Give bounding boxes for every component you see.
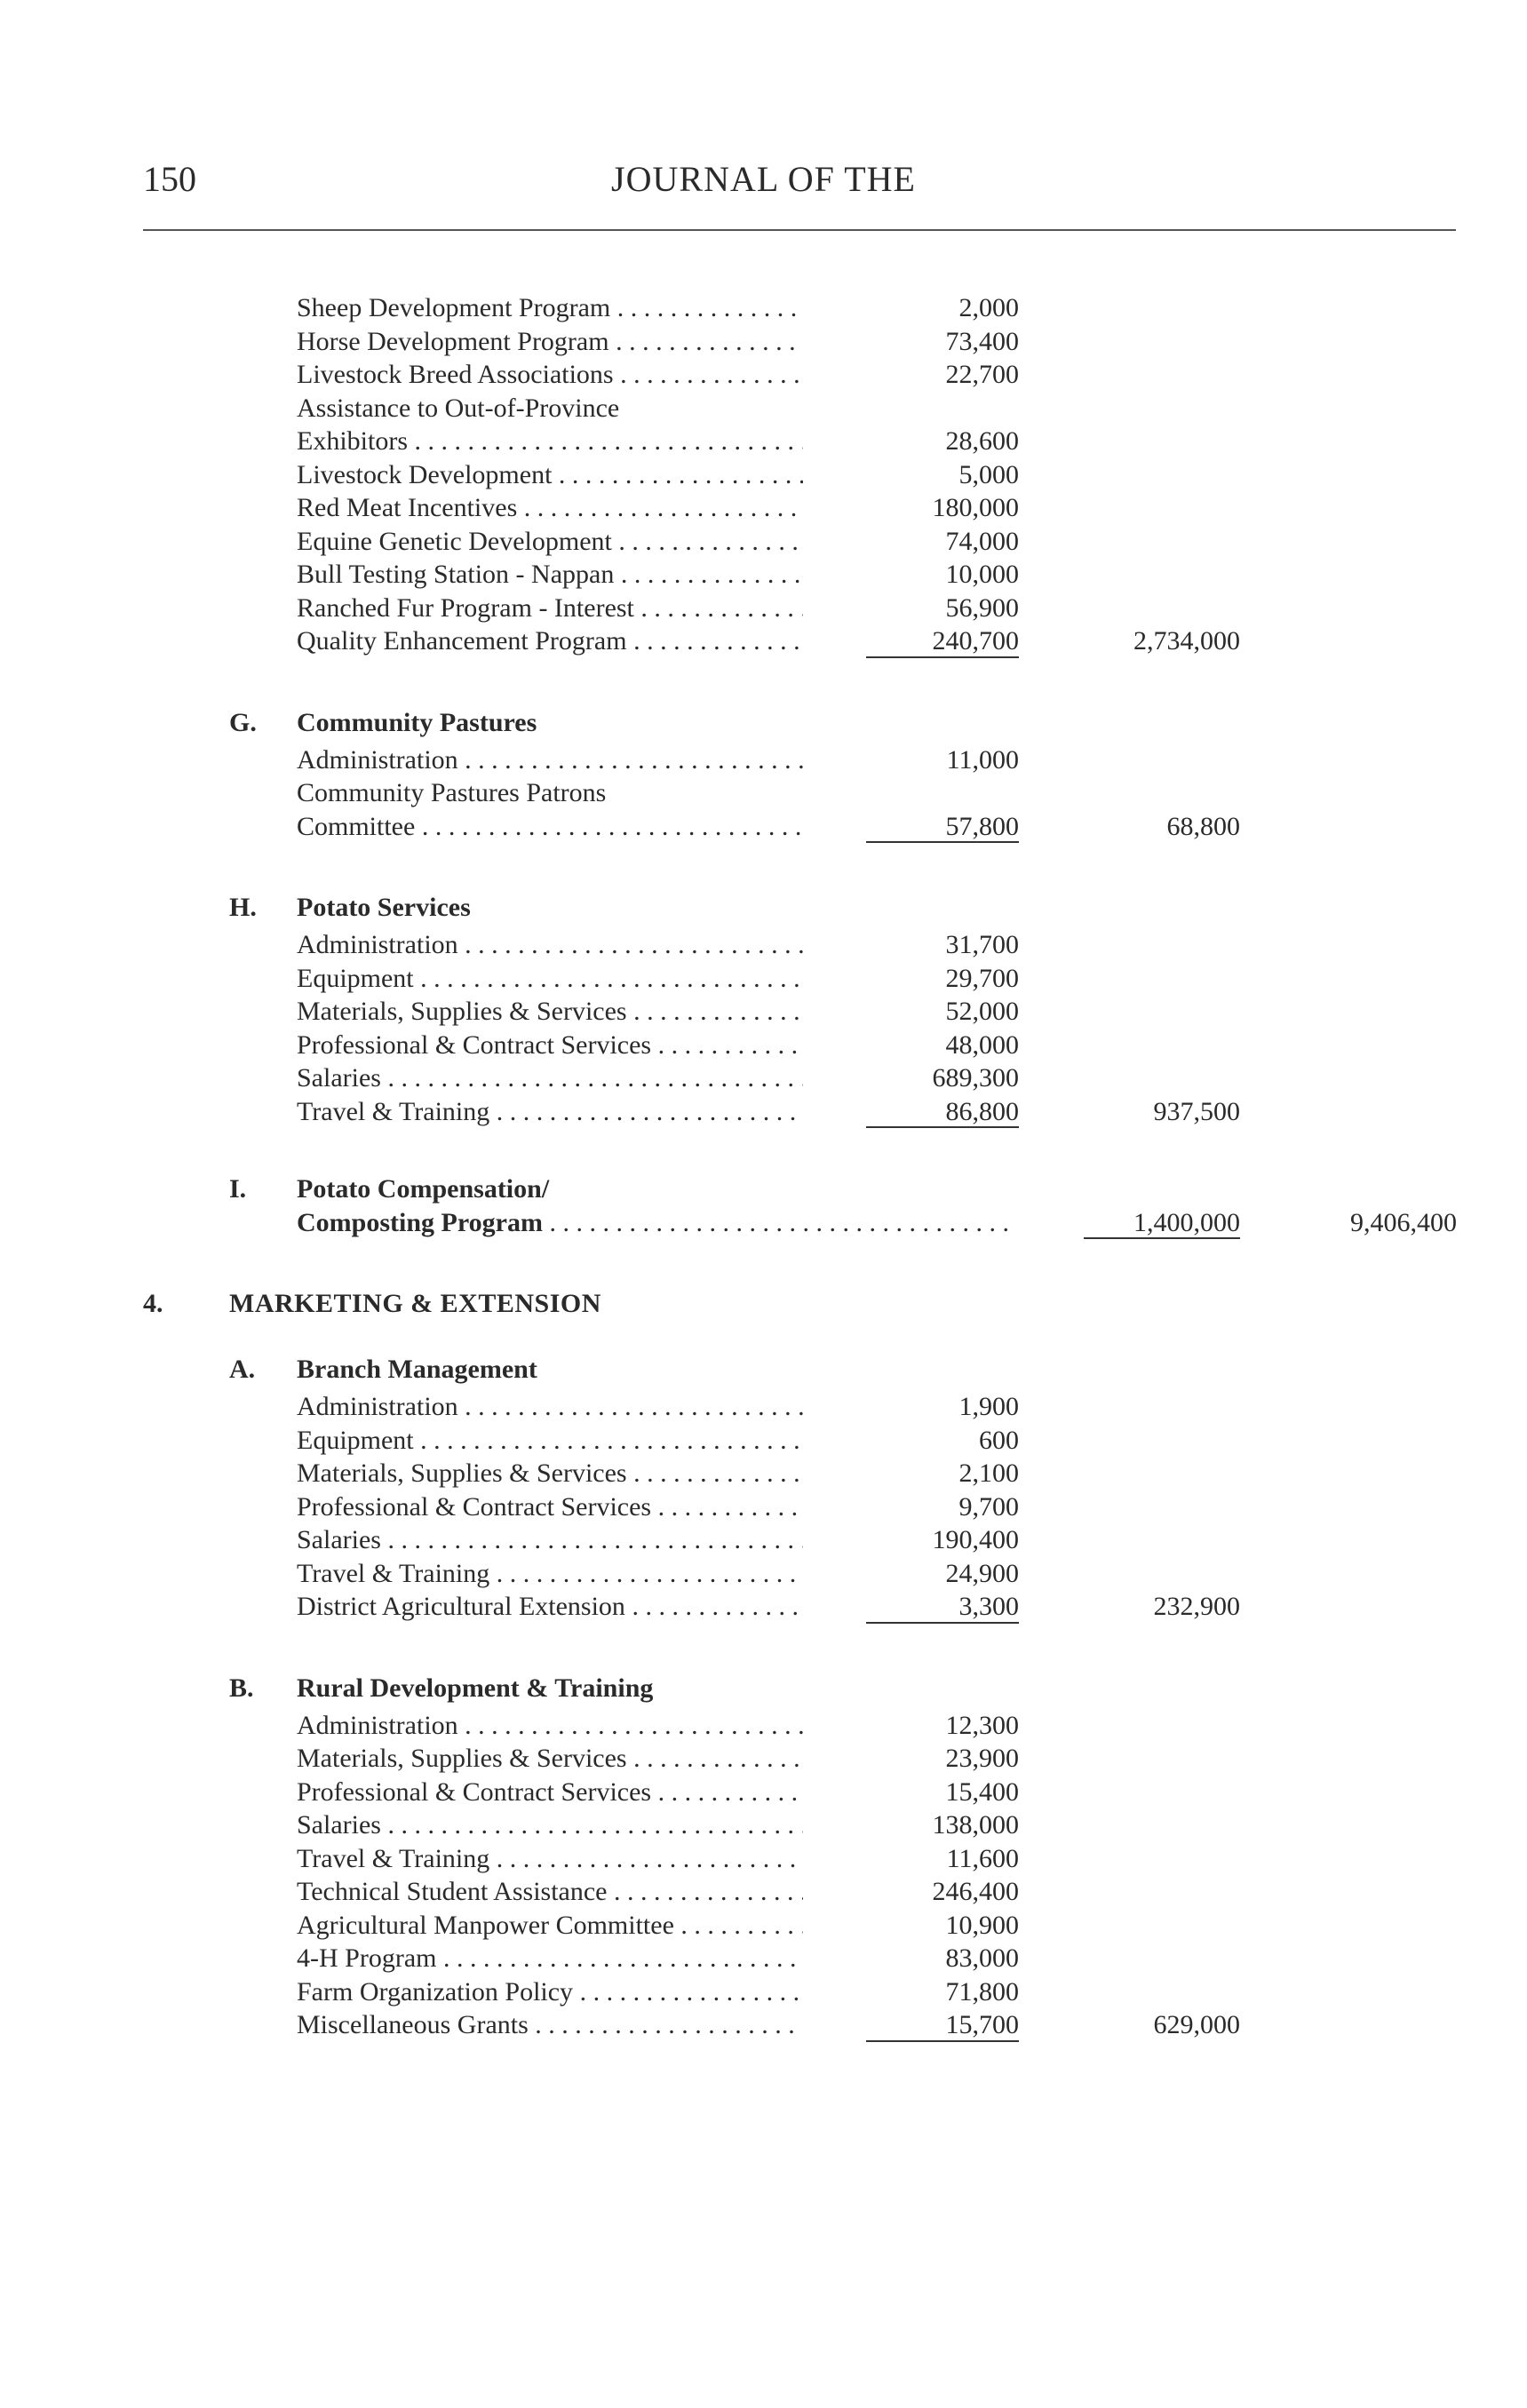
subtotal: 232,900: [1153, 1592, 1240, 1621]
budget-content: [0, 291, 1527, 2042]
page-number: 150: [143, 159, 196, 199]
list-item: Salaries . . . 138,000: [0, 1808, 1527, 1842]
list-item: 4-H Program . . . 83,000: [0, 1942, 1527, 1975]
subtotal: 629,000: [1153, 2010, 1240, 2039]
list-item: Ranched Fur Program - Interest . . . 56,900: [0, 592, 1527, 625]
list-item: Professional & Contract Services . . . 15,400: [0, 1776, 1527, 1809]
page-header: [0, 158, 1527, 203]
list-item: Horse Development Program . . . 73,400: [0, 325, 1527, 359]
list-item: Travel & Training . . . 11,600: [0, 1842, 1527, 1876]
list-item: Assistance to Out-of-Province: [297, 393, 620, 423]
list-item: Quality Enhancement Program . . . 240,700 2,734,000: [0, 624, 1527, 658]
list-item: Agricultural Manpower Committee . . . 10,900: [0, 1909, 1527, 1943]
section-g-heading: G. Community Pastures: [229, 707, 537, 737]
list-item: Community Pastures Patrons: [297, 778, 607, 807]
subtotal: 68,800: [1166, 811, 1240, 841]
list-item: Equine Genetic Development . . . 74,000: [0, 525, 1527, 559]
grand-total: 9,406,400: [1350, 1207, 1457, 1237]
list-item: Farm Organization Policy . . . 71,800: [0, 1975, 1527, 2009]
list-item: Salaries . . . 190,400: [0, 1523, 1527, 1557]
subtotal: 2,734,000: [1133, 626, 1240, 656]
section-a-heading: A. Branch Management: [229, 1355, 537, 1384]
list-item: Exhibitors . . . 28,600: [0, 425, 1527, 458]
list-item: Equipment . . . 29,700: [0, 962, 1527, 996]
list-item: Travel & Training . . . 86,800 937,500: [0, 1095, 1527, 1129]
subtotal: 937,500: [1153, 1096, 1240, 1126]
section-i-heading: I. Potato Compensation/: [229, 1174, 550, 1204]
list-item: Materials, Supplies & Services . . . 2,100: [0, 1457, 1527, 1490]
major-section-heading: 4. MARKETING & EXTENSION: [143, 1289, 601, 1318]
section-b-heading: B. Rural Development & Training: [229, 1673, 654, 1703]
list-item: Technical Student Assistance . . . 246,400: [0, 1875, 1527, 1909]
list-item: Sheep Development Program . . . 2,000: [0, 291, 1527, 325]
section-h-heading: H. Potato Services: [229, 893, 471, 922]
list-item: Administration . . . 1,900: [0, 1390, 1527, 1424]
journal-title: JOURNAL OF THE: [611, 159, 916, 199]
list-item: Livestock Development . . . 5,000: [0, 458, 1527, 492]
list-item: Bull Testing Station - Nappan . . . 10,000: [0, 558, 1527, 592]
top-items-list: [0, 291, 1527, 658]
list-item: Committee . . . 57,800 68,800: [0, 810, 1527, 844]
section-i-total-line: Composting Program . . . 1,400,000 9,406,400: [0, 1206, 1527, 1240]
list-item: Administration . . . 12,300: [0, 1709, 1527, 1743]
list-item: Professional & Contract Services . . . 9,700: [0, 1490, 1527, 1524]
list-item: Red Meat Incentives . . . 180,000: [0, 491, 1527, 525]
list-item: Miscellaneous Grants . . . 15,700 629,000: [0, 2008, 1527, 2042]
list-item: Materials, Supplies & Services . . . 52,000: [0, 995, 1527, 1029]
subtotal: 1,400,000: [1133, 1207, 1240, 1237]
list-item: Professional & Contract Services . . . 48,000: [0, 1029, 1527, 1062]
list-item: Administration . . . 11,000: [0, 743, 1527, 777]
header-rule: [143, 229, 1456, 231]
list-item: Equipment . . . 600: [0, 1424, 1527, 1458]
list-item: Livestock Breed Associations . . . 22,700: [0, 358, 1527, 392]
list-item: Travel & Training . . . 24,900: [0, 1557, 1527, 1591]
list-item: Materials, Supplies & Services . . . 23,900: [0, 1742, 1527, 1776]
list-item: Salaries . . . 689,300: [0, 1061, 1527, 1095]
list-item: District Agricultural Extension . . . 3,300 232,900: [0, 1590, 1527, 1624]
list-item: Administration . . . 31,700: [0, 928, 1527, 962]
